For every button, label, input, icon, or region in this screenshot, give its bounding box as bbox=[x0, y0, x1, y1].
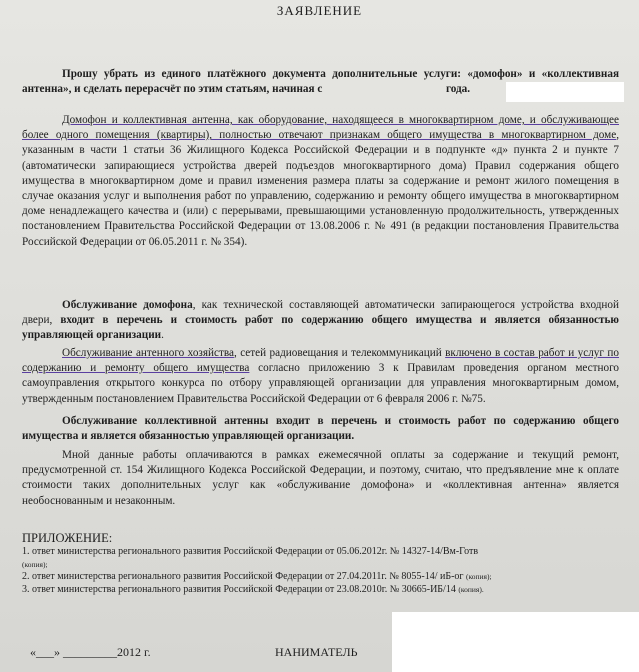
paragraph-common-property bbox=[22, 113, 619, 250]
appendix-list bbox=[22, 546, 622, 596]
p1-underlined: Домофон и коллективная антенна, как оборудование, находящееся в многоквартирном доме, и обслуживающее более одного помещения (квартиры), полностью отвечают признакам общего имущества в многоквартирном доме bbox=[22, 114, 619, 142]
p3-text2: согласно приложению 3 к Правилам проведения органом местного самоуправления открытого конкурса по отбору управляющей организации для управления многоквартирным домом, утвержденным постановлением Правительства Российской Федерации от 6 февраля 2006 г. №75. bbox=[22, 362, 619, 405]
redacted-date-box bbox=[506, 82, 624, 102]
p4-bold: Обслуживание коллективной антенны входит в перечень и стоимость работ по содержанию общего имущества и является обязанностью управляющей организации. bbox=[22, 415, 619, 443]
appendix-item-text: 3. ответ министерства регионального развития Российской Федерации от 23.08.2010г. № 30665-ИБ/14 bbox=[22, 583, 456, 595]
appendix-item bbox=[22, 546, 622, 571]
p2-bold2: входит в перечень и стоимость работ по содержанию общего имущества и является обязанностью управляющей организации bbox=[22, 314, 619, 342]
p1-rest: , указанным в части 1 статьи 36 Жилищного Кодекса Российской Федерации и в подпункте «д» пункта 2 и пункте 7 (автоматически запирающиеся устройства дверей подъездов многоквартирного дома) Правил содержания общего имущества в многоквартирном доме и правил изменения размера платы за содержание и ремонт жилого помещения в случае оказания услуг и выполнения работ по управлению, содержанию и ремонту общего имущества в многоквартирном доме ненадлежащего качества и (или) с перерывами, превышающими установленную продолжительность, утвержденных постановлением Правительства Российской Федерации от 13.08.2006 г. № 491 (в редакции постановления Правительства Российской Федерации от 06.05.2011 г. № 354). bbox=[22, 129, 619, 248]
footer-date: «___» _________2012 г. bbox=[30, 645, 151, 659]
p2-end: . bbox=[161, 329, 164, 342]
appendix-item-note: (копия); bbox=[22, 559, 48, 569]
paragraph-payment bbox=[22, 448, 619, 509]
appendix-item-text: 1. ответ министерства регионального развития Российской Федерации от 05.06.2012г. № 14327-14/Вм-Готв bbox=[22, 546, 479, 557]
document-title: ЗАЯВЛЕНИЕ bbox=[276, 3, 363, 18]
p3-text1: , сетей радиовещания и телекоммуникаций bbox=[233, 347, 446, 359]
p2-bold1: Обслуживание домофона bbox=[62, 299, 193, 311]
p2-text1: , как технической составляющей автоматически запирающегося устройства входной двери, bbox=[22, 299, 620, 327]
paragraph-antenna bbox=[22, 346, 619, 407]
paragraph-antenna-bold bbox=[22, 414, 619, 444]
paragraph-intercom bbox=[22, 298, 619, 344]
appendix-item bbox=[22, 571, 622, 584]
appendix-item-note: (копия). bbox=[458, 584, 484, 594]
redacted-signature-box bbox=[392, 612, 639, 672]
p3-underlined1: Обслуживание антенного хозяйства bbox=[62, 347, 234, 359]
p3-underlined2: включено в состав работ и услуг по содержанию и ремонту общего имущества bbox=[22, 347, 619, 375]
appendix-item bbox=[22, 584, 622, 597]
request-text: Прошу убрать из единого платёжного документа дополнительные услуги: «домофон» и «коллективная антенна», и сделать перерасчёт по этим статьям, начиная с bbox=[22, 68, 619, 96]
appendix-item-note: (копия); bbox=[466, 572, 492, 582]
p5-text: Мной данные работы оплачиваются в рамках ежемесячной оплаты за содержание и текущий ремонт, предусмотренной ст. 154 Жилищного Кодекса Российской Федерации, и поэтому, считаю, что предъявление мне к оплате стоимости таких дополнительных услуг как «обслуживание домофона» и «коллективная антенна» является необоснованным и незаконным. bbox=[22, 449, 619, 507]
footer-signer: НАНИМАТЕЛЬ bbox=[275, 645, 358, 659]
appendix-title: ПРИЛОЖЕНИЕ: bbox=[22, 531, 113, 545]
request-suffix: года. bbox=[445, 83, 471, 96]
appendix-item-text: 2. ответ министерства регионального развития Российской Федерации от 27.04.2011г. № 8055-14/ иБ-ог bbox=[22, 571, 464, 583]
